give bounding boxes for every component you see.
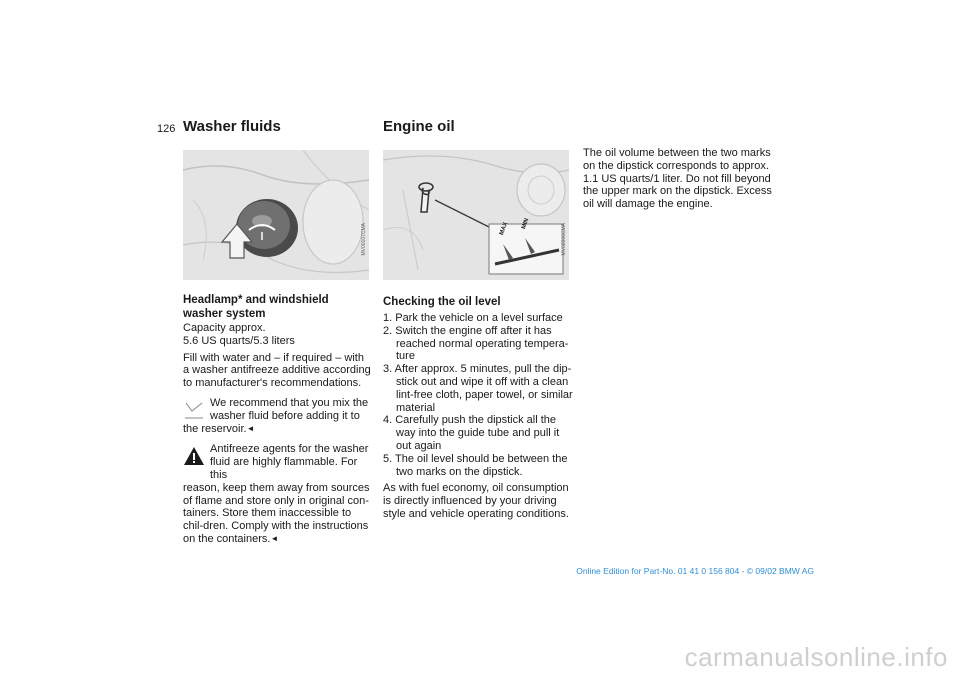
subsection-heading-washer-system: Headlamp* and windshield washer system [183, 294, 329, 320]
capacity-label: Capacity approx. [183, 322, 266, 334]
list-item: 2. Switch the engine off after it has reached normal operating tempera-ture [383, 324, 569, 363]
washer-reservoir-illustration [183, 150, 369, 280]
note-lead: We recommend that you mix the washer fluid before adding it to [210, 396, 369, 422]
steps-list [383, 312, 575, 478]
page-number: 126 [157, 123, 176, 135]
figure-code: MV00107CMA [361, 223, 367, 256]
oil-consumption-text: As with fuel economy, oil consumption is directly influenced by your driving style and vehicle operating conditions. [383, 482, 569, 520]
warning-triangle-icon [183, 446, 205, 466]
end-mark-icon: ◄ [270, 533, 279, 543]
washer-reservoir-figure [183, 150, 369, 280]
figure-code: MV02800CMA [561, 223, 567, 256]
dipstick-illustration [383, 150, 569, 280]
note-tail: the reservoir. [183, 422, 247, 435]
section-title-engine-oil: Engine oil [383, 118, 455, 135]
note-check-icon [183, 400, 205, 420]
watermark: carmanualsonline.info [684, 642, 948, 672]
subsection-heading-checking-oil: Checking the oil level [383, 296, 501, 308]
footer-edition: Online Edition for Part-No. 01 41 0 156 804 - © 09/02 BMW AG [576, 566, 814, 576]
left-column [183, 293, 373, 546]
warning-tail: reason, keep them away from sources of flame and store only in original con-tainers. Store them inaccessible to chil-dren. Comply with the instructions on the containers. [183, 481, 370, 545]
list-item: 1. Park the vehicle on a level surface [383, 312, 563, 324]
warning-block [183, 443, 373, 545]
list-item: 5. The oil level should be between the two marks on the dipstick. [383, 452, 568, 478]
dipstick-min-label: MIN [521, 217, 531, 231]
list-item: 3. After approx. 5 minutes, pull the dip-stick out and wipe it off with a clean lint-free cloth, paper towel, or similar material [383, 363, 573, 414]
list-item: 4. Carefully push the dipstick all the way into the guide tube and pull it out again [383, 414, 560, 452]
right-column [583, 147, 775, 215]
end-mark-icon: ◄ [246, 423, 255, 433]
warning-lead: Antifreeze agents for the washer fluid are highly flammable. For this [210, 443, 369, 481]
section-title-washer-fluids: Washer fluids [183, 118, 281, 135]
dipstick-max-label: MAX [499, 221, 510, 237]
oil-volume-text: The oil volume between the two marks on the dipstick corresponds to approx. 1.1 US quarts/1 liter. Do not fill beyond the upper mark on the dipstick. Excess oil will damage the engine. [583, 147, 772, 211]
dipstick-figure [383, 150, 569, 280]
fill-instructions: Fill with water and – if required – with a washer antifreeze additive according to manufacturer's recommendations. [183, 351, 371, 390]
note-block [183, 397, 373, 435]
middle-column [383, 295, 575, 525]
capacity-value: 5.6 US quarts/5.3 liters [183, 334, 295, 347]
